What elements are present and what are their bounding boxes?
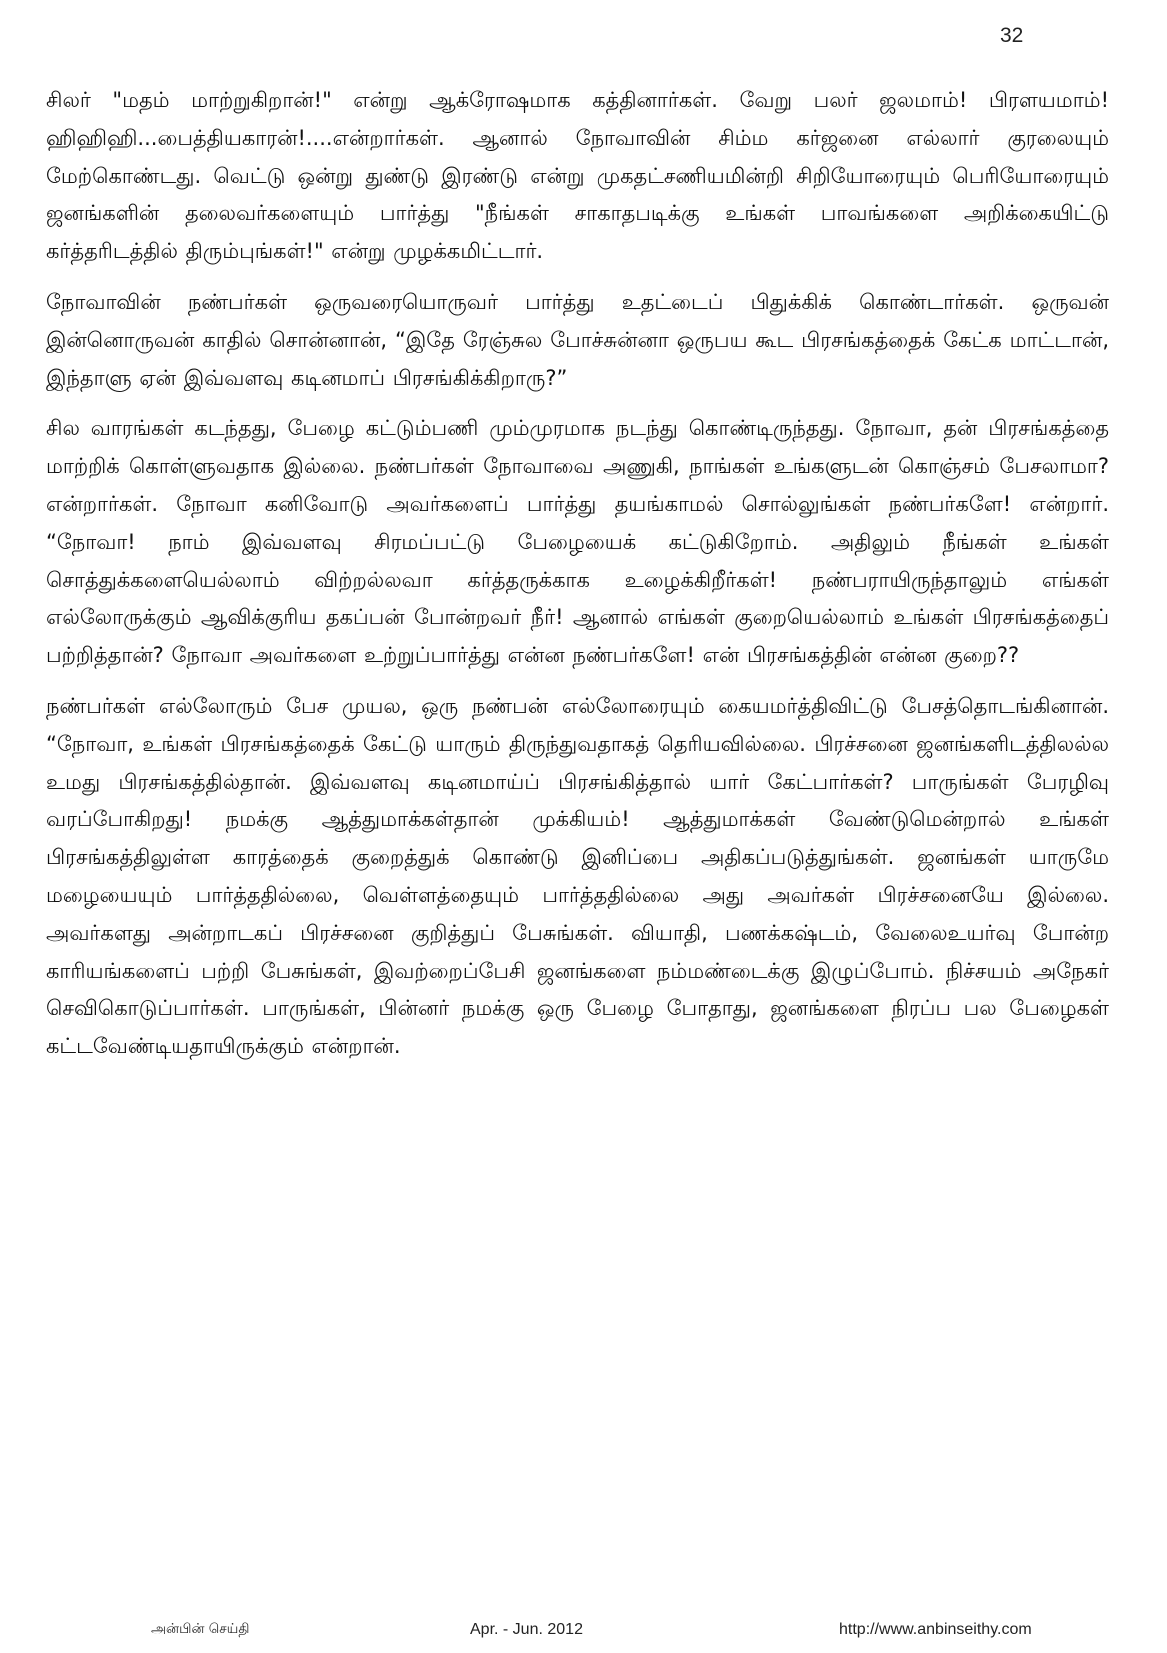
paragraph-3: சில வாரங்கள் கடந்தது, பேழை கட்டும்பணி மும்முரமாக நடந்து கொண்டிருந்தது. நோவா, தன் பிரசங்கத்தை மாற்றிக் கொள்ளுவதாக இல்லை. நண்பர்கள் நோவாவை அணுகி, நாங்கள் உங்களுடன் கொஞ்சம் பேசலாமா? என்றார்கள். நோவா கனிவோடு அவர்களைப் பார்த்து தயங்காமல் சொல்லுங்கள் நண்பர்களே! என்றார். “நோவா! நாம் இவ்வளவு சிரமப்பட்டு பேழையைக் கட்டுகிறோம். அதிலும் நீங்கள் உங்கள் சொத்துக்களையெல்லாம் விற்றல்லவா கர்த்தருக்காக உழைக்கிறீர்கள்! நண்பராயிருந்தாலும் எங்கள் எல்லோருக்கும் ஆவிக்குரிய தகப்பன் போன்றவர் நீர்! ஆனால் எங்கள் குறையெல்லாம் உங்கள் பிரசங்கத்தைப் பற்றித்தான்? நோவா அவர்களை உற்றுப்பார்த்து என்ன நண்பர்களே! என் பிரசங்கத்தின் என்ன குறை?? [46,416,1109,668]
paragraph-1: சிலர் "மதம் மாற்றுகிறான்!" என்று ஆக்ரோஷமாக கத்தினார்கள். வேறு பலர் ஜலமாம்! பிரளயமாம்! ஹிஹிஹி...பைத்தியகாரன்!....என்றார்கள். ஆனால் நோவாவின் சிம்ம கர்ஜனை எல்லார் குரலையும் மேற்கொண்டது. வெட்டு ஒன்று துண்டு இரண்டு என்று முகதட்சணியமின்றி சிறியோரையும் பெரியோரையும் ஜனங்களின் தலைவர்களையும் பார்த்து "நீங்கள் சாகாதபடிக்கு உங்கள் பாவங்களை அறிக்கையிட்டு கர்த்தரிடத்தில் திரும்புங்கள்!" என்று முழக்கமிட்டார். [46,88,1109,264]
article-body [46,82,1109,1079]
footer-website-link[interactable]: http://www.anbinseithy.com [839,1621,1032,1638]
footer-issue-date: Apr. - Jun. 2012 [470,1621,583,1638]
paragraph-4: நண்பர்கள் எல்லோரும் பேச முயல, ஒரு நண்பன் எல்லோரையும் கையமர்த்திவிட்டு பேசத்தொடங்கினான். “நோவா, உங்கள் பிரசங்கத்தைக் கேட்டு யாரும் திருந்துவதாகத் தெரியவில்லை. பிரச்சனை ஜனங்களிடத்திலல்ல உமது பிரசங்கத்தில்தான். இவ்வளவு கடினமாய்ப் பிரசங்கித்தால் யார் கேட்பார்கள்? பாருங்கள் பேரழிவு வரப்போகிறது! நமக்கு ஆத்துமாக்கள்தான் முக்கியம்! ஆத்துமாக்கள் வேண்டுமென்றால் உங்கள் பிரசங்கத்திலுள்ள காரத்தைக் குறைத்துக் கொண்டு இனிப்பை அதிகப்படுத்துங்கள். ஜனங்கள் யாருமே மழையையும் பார்த்ததில்லை, வெள்ளத்தையும் பார்த்ததில்லை அது அவர்கள் பிரச்சனையே இல்லை. அவர்களது அன்றாடகப் பிரச்சனை குறித்துப் பேசுங்கள். வியாதி, பணக்கஷ்டம், வேலைஉயர்வு போன்ற காரியங்களைப் பற்றி பேசுங்கள், இவற்றைப்பேசி ஜனங்களை நம்மண்டைக்கு இழுப்போம். நிச்சயம் அநேகர் செவிகொடுப்பார்கள். பாருங்கள், பின்னர் நமக்கு ஒரு பேழை போதாது, ஜனங்களை நிரப்ப பல பேழைகள் கட்டவேண்டியதாயிருக்கும் என்றான். [46,693,1109,1059]
footer-magazine-name: அன்பின் செய்தி [151,1621,250,1637]
page-footer [0,1621,1167,1645]
page-number: 32 [1000,24,1024,47]
paragraph-2: நோவாவின் நண்பர்கள் ஒருவரையொருவர் பார்த்து உதட்டைப் பிதுக்கிக் கொண்டார்கள். ஒருவன் இன்னொருவன் காதில் சொன்னான், “இதே ரேஞ்சுல போச்சுன்னா ஒருபய கூட பிரசங்கத்தைக் கேட்க மாட்டான், இந்தாளு ஏன் இவ்வளவு கடினமாப் பிரசங்கிக்கிறாரு?” [46,289,1109,390]
